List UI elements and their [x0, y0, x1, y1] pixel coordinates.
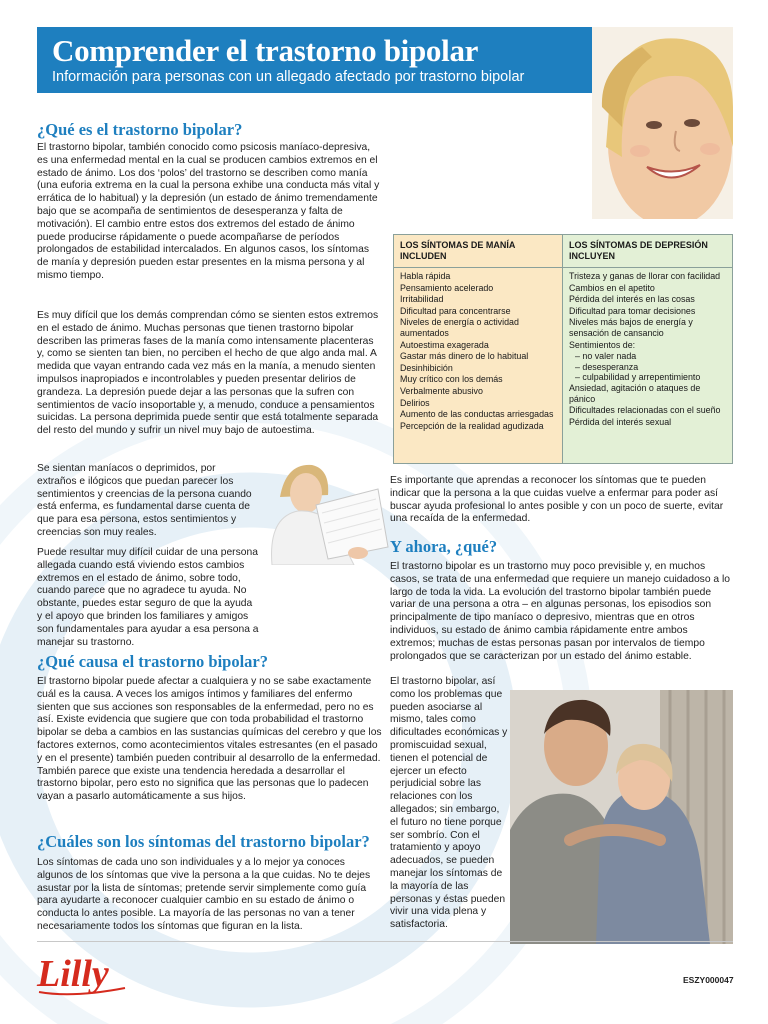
mania-item: Irritabilidad	[400, 294, 444, 305]
page-subtitle: Información para personas con un allegado afectado por trastorno bipolar	[52, 69, 525, 85]
depression-item: Dificultad para tomar decisiones	[569, 305, 696, 316]
depression-item: – no valer nada	[575, 351, 637, 362]
que-es-paragraph-4: Puede resultar muy difícil cuidar de una persona allegada cuando está viviendo estos cambios extremos en el estado de ánimo, sobre todo, cuando parece que no agradece tu ayuda. No obstante, puedes estar seguro de que la ayuda y el apoyo que brinden los familiares y amigos son fundamentales para ayudar a esa persona a manejar su trastorno.	[37, 547, 259, 648]
couple-embracing-photo	[510, 690, 733, 944]
mania-item: Pensamiento acelerado	[400, 282, 494, 293]
depression-column	[563, 235, 732, 463]
depression-item: Niveles más bajos de energía y sensación de cansancio	[569, 317, 693, 338]
depression-list	[569, 269, 728, 428]
mania-item: Autoestima exagerada	[400, 339, 489, 350]
heading-que-es: ¿Qué es el trastorno bipolar?	[37, 120, 243, 139]
importante-paragraph: Es importante que aprendas a reconocer los síntomas que te pueden indicar que la persona a la que cuidas vuelve a enfermar para poder así buscar ayuda profesional lo antes posible y con un poco de suerte, evitar una recaída de la enfermedad.	[390, 475, 724, 525]
depression-item: Cambios en el apetito	[569, 282, 655, 293]
document-code: ESZY000047	[683, 975, 734, 985]
mania-item: Verbalmente abusivo	[400, 385, 483, 396]
mania-item: Gastar más dinero de lo habitual	[400, 351, 529, 362]
mania-list	[400, 269, 558, 432]
mania-item: Niveles de energía o actividad aumentados	[400, 317, 519, 338]
heading-sintomas: ¿Cuáles son los síntomas del trastorno bipolar?	[37, 832, 370, 851]
depression-item: – culpabilidad y arrepentimiento	[575, 372, 701, 383]
y-ahora-paragraph-1: El trastorno bipolar es un trastorno muy poco previsible y, en muchos casos, se trata de una enfermedad que requiere un manejo cuidadoso a lo largo de toda la vida. La evolución del trastorno bipolar también puede variar de una persona a otra – en algunas personas, los episodios son principalmente de tipo maníaco o depresivo, mientras que en otros individuos, su estado de ánimo cambia rápidamente entre ambos extremos; muchas de estas personas pasan por intervalos de tiempo prolongados que se caracterizan por un estado del ánimo estable.	[390, 561, 731, 662]
depression-item: Dificultades relacionadas con el sueño	[569, 405, 721, 416]
mania-item: Dificultad para concentrarse	[400, 305, 511, 316]
footer-rule	[37, 941, 733, 942]
mania-item: Muy crítico con los demás	[400, 374, 503, 385]
mania-item: Percepción de la realidad agudizada	[400, 420, 544, 431]
sintomas-paragraph: Los síntomas de cada uno son individuales y a lo mejor ya conoces algunos de los síntomas que vive la persona a la que cuidas. No te dejes asustar por la lista de síntomas; pretende servir simplemente como guía para ayudarte a reconocer cualquier cambio en su estado de ánimo o conducta lo antes posible. La mayoría de las personas no van a tener necesariamente todos los síntomas que figuran en la lista.	[37, 857, 371, 932]
depression-item: – desesperanza	[575, 361, 639, 372]
lilly-logo	[33, 948, 133, 1000]
depression-item: Pérdida del interés en las cosas	[569, 294, 695, 305]
mania-item: Habla rápida	[400, 271, 451, 281]
mania-item: Desinhibición	[400, 362, 453, 373]
depression-item: Ansiedad, agitación o ataques de pánico	[569, 382, 701, 404]
que-es-paragraph-3: Se sientan maníacos o deprimidos, por extraños e ilógicos que puedan parecer los sentimientos y creencias de la persona cuando está enferma, es fundamental darse cuenta de que para esa persona, estos sentimientos y creencias son muy reales.	[37, 463, 252, 538]
heading-y-ahora: Y ahora, ¿qué?	[390, 537, 498, 556]
heading-que-causa: ¿Qué causa el trastorno bipolar?	[37, 652, 268, 671]
que-es-paragraph-2: Es muy difícil que los demás comprendan cómo se sienten estos extremos en el estado de ánimo. Muchas personas que tienen trastorno bipolar describen las primeras fases de la manía como intensamente placenteras y, como se sienten tan bien, no perciben el hecho de que algo anda mal. A medida que vayan entrando cada vez más en la manía, a menudo sienten impulsos inapropiados e incontrolables y pueden presentar delirios de grandeza. La depresión puede dejar a las personas que la sufren con sentimientos de vacío insoportable y, a menudo, conduce a pensamientos suicidas. La persona deprimida puede sentir que está totalmente separada del resto del mundo y sufrir un nivel muy bajo de autoestima.	[37, 310, 379, 437]
depression-item: Tristeza y ganas de llorar con facilidad	[569, 271, 721, 281]
depression-item: Pérdida del interés sexual	[569, 416, 672, 427]
mania-column	[394, 235, 563, 463]
que-es-paragraph-1: El trastorno bipolar, también conocido como psicosis maníaco-depresiva, es una enfermedad mental en la cual se producen cambios extremos en el estado de ánimo. Los dos ‘polos’ del trastorno se describen como manía (una euforia extrema en la cual la persona exhibe una conducta más vital y errática de lo habitual) y la depresión (un estado de ánimo tremendamente bajo que se acompaña de sentimientos de desesperanza y falta de motivación). El cambio entre estos dos extremos del estado de ánimo puede producirse rápidamente o puede acompañarse de períodos prolongados de estabilidad intercalados. En algunos casos, los síntomas de manía y depresión pueden estar presentes en la misma persona y al mismo tiempo.	[37, 142, 380, 281]
page-title: Comprender el trastorno bipolar	[52, 33, 479, 68]
depression-header: LOS SÍNTOMAS DE DEPRESIÓN INCLUYEN	[563, 235, 732, 268]
mania-header: LOS SÍNTOMAS DE MANÍA INCLUDEN	[394, 235, 562, 268]
que-causa-paragraph: El trastorno bipolar puede afectar a cualquiera y no se sabe exactamente cuál es la causa. A veces los amigos íntimos y familiares del enfermo sienten que sus acciones son responsables de la enfermedad, pero no es así. Existe evidencia que sugiere que con toda probabilidad el trastorno bipolar se deba a cambios en las sustancias químicas del cerebro y que los factores externos, como acontecimientos vitales estresantes (en el pasado y en el presente) también pueden contribuir al desarrollo de la enfermedad. También parece que existe una tendencia heredada a desarrollar el trastorno bipolar, pero esto no significa que las personas que lo padecen vayan a pasarlo automáticamente a sus hijos.	[37, 676, 382, 803]
mania-item: Aumento de las conductas arriesgadas	[400, 409, 554, 420]
svg-text:Lilly: Lilly	[37, 953, 109, 995]
y-ahora-paragraph-2: El trastorno bipolar, así como los problemas que pueden asociarse al mismo, tales como dificultades económicas y promiscuidad sexual, tienen el potencial de ejercer un efecto perjudicial sobre las relaciones con los allegados; sin embargo, el futuro no tiene porque ser sombrío. Con el tratamiento y apoyo adecuados, se pueden manejar los síntomas de la mayoría de las personas y éstas pueden vivir una vida plena y satisfactoria.	[390, 676, 508, 931]
mania-item: Delirios	[400, 397, 430, 408]
symptom-table	[393, 234, 733, 464]
depression-item: Sentimientos de:	[569, 339, 636, 350]
smiling-woman-photo	[592, 27, 733, 219]
